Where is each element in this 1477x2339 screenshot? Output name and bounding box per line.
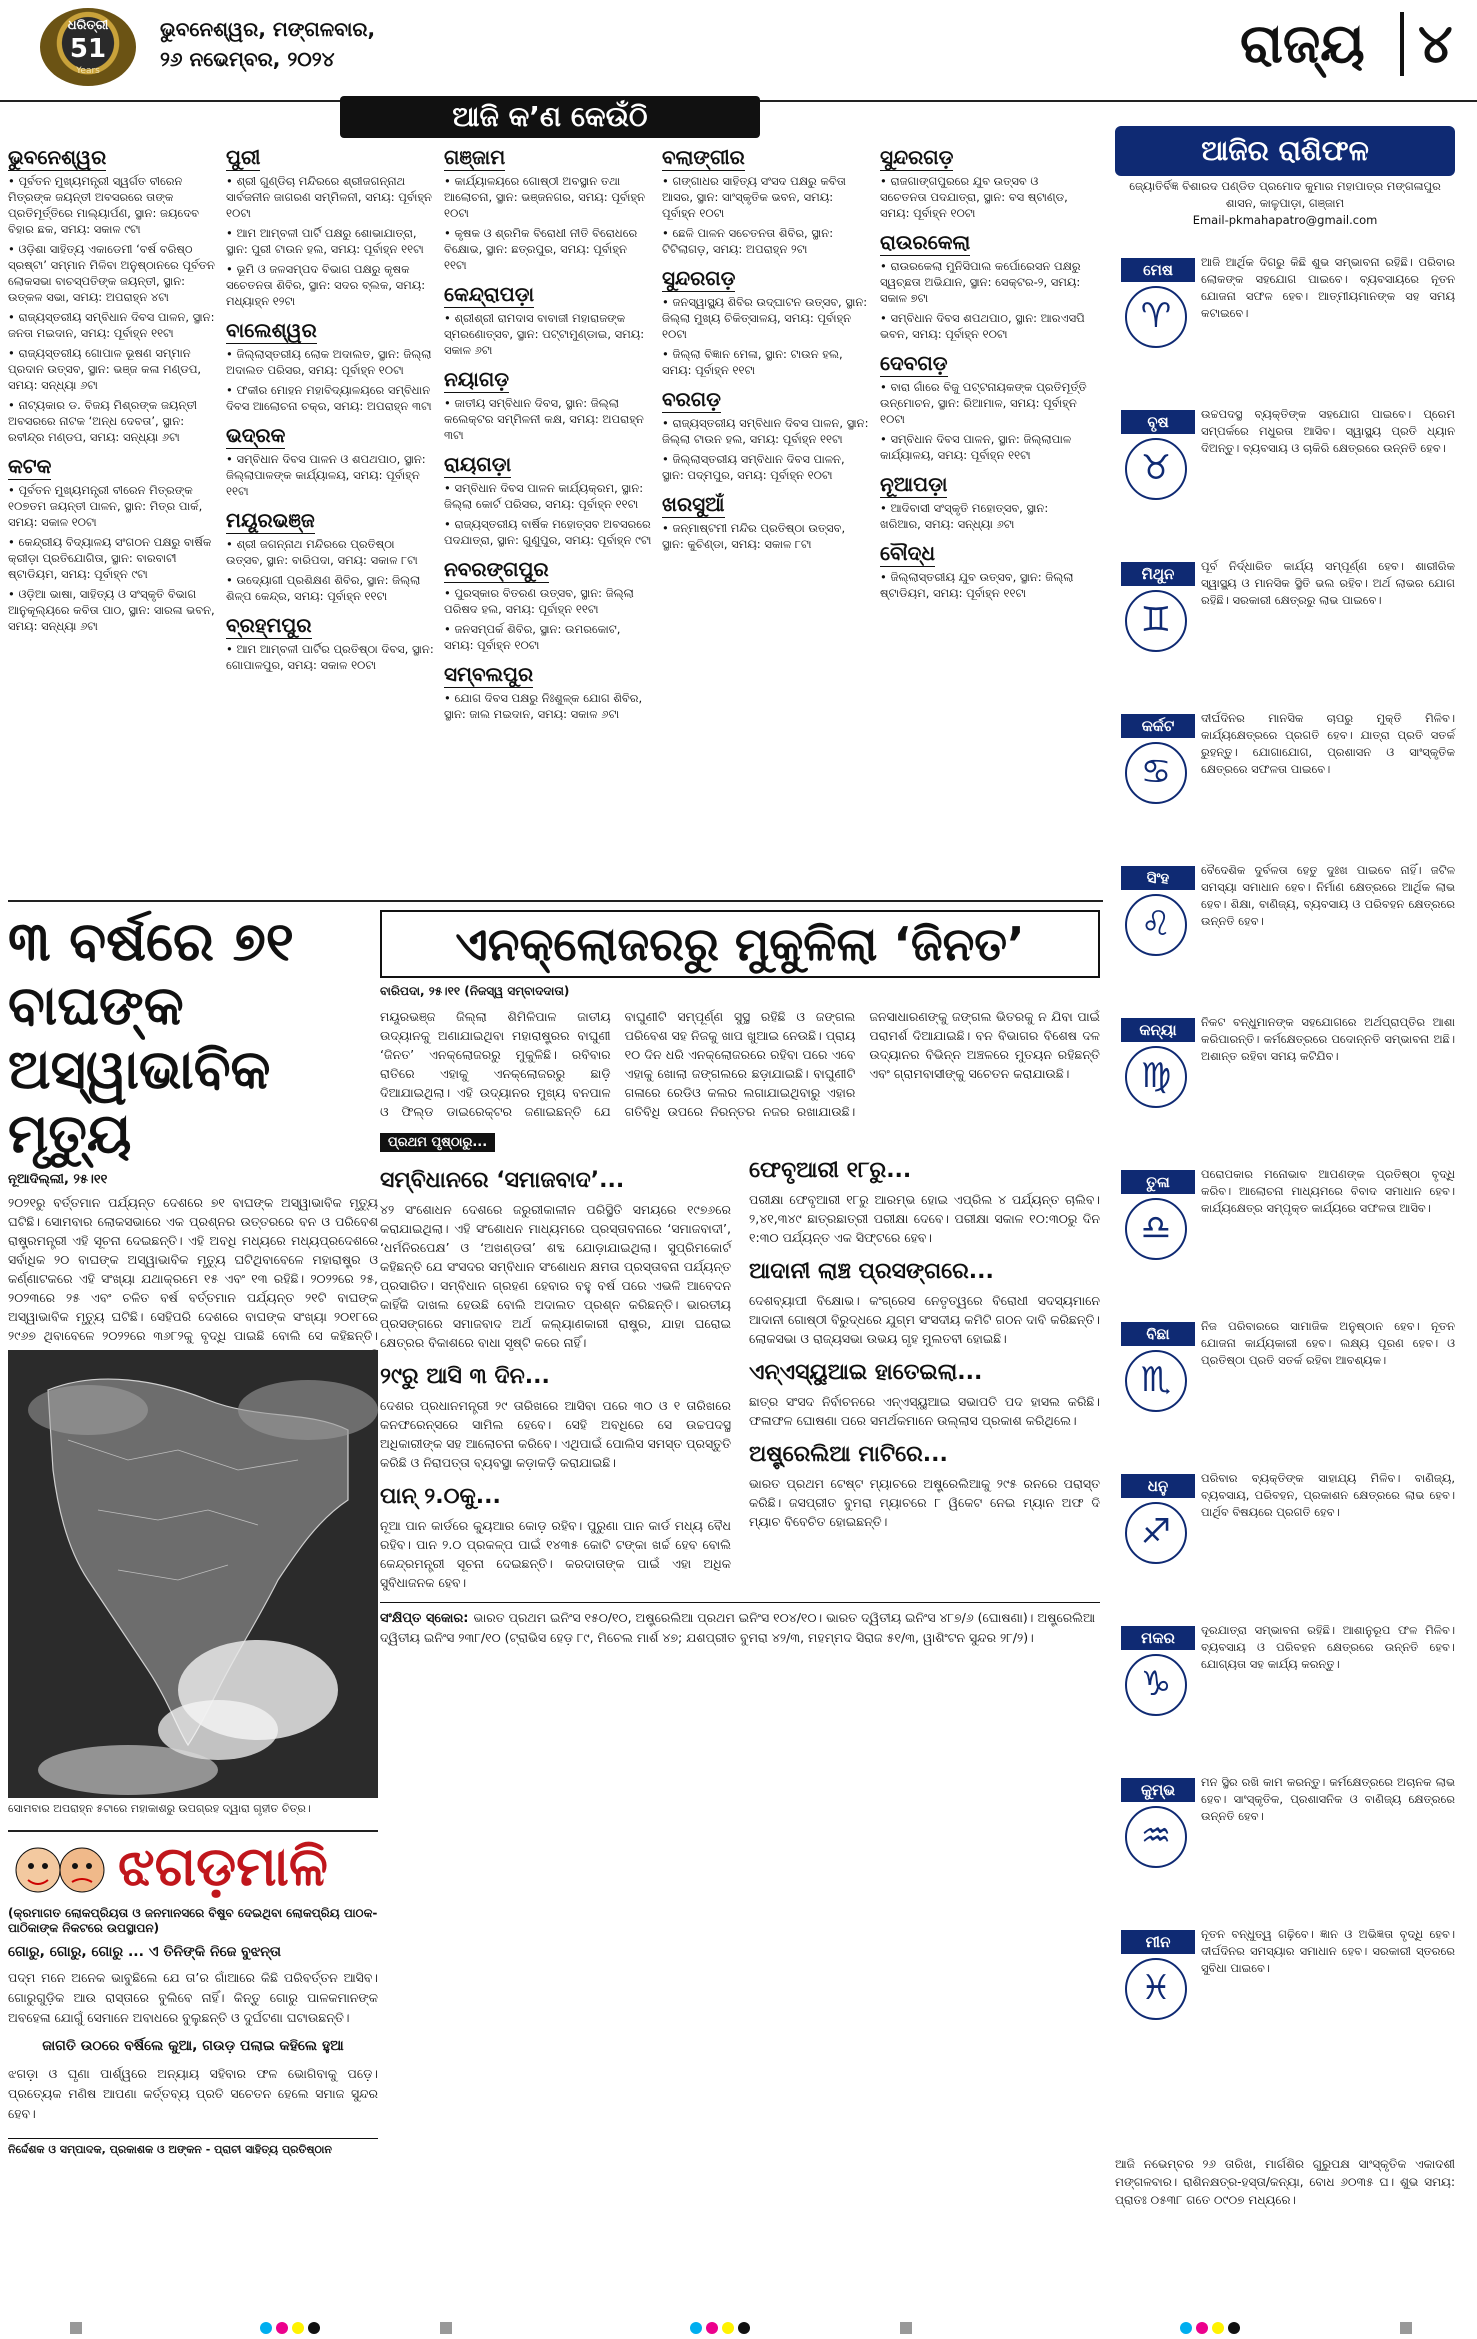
horoscope-sign — [1115, 706, 1455, 852]
events-column — [880, 140, 1088, 605]
zodiac-icon: ♊ — [1125, 590, 1187, 652]
continuation-story — [749, 1358, 1100, 1430]
zodiac-icon: ♒ — [1125, 1806, 1187, 1868]
horoscope-sign — [1115, 1922, 1455, 2068]
registration-dot — [706, 2322, 718, 2334]
jhagadamali-body-1: ପଦ୍ମ ମନେ ଅନେକ ଭାବୁଛିଲେ ଯେ ତା’ର ଗାଁଆରେ କିଛି ପରିବର୍ତ୍ତନ ଆସିବ। ଗୋରୁଗୁଡ଼ିକ ଆଉ ରାସ୍ତାରେ ବୁଲିବେ ନାହିଁ। କିନ୍ତୁ ଗୋରୁ ପାଳକମାନଙ୍କ ଅବହେଳା ଯୋଗୁଁ ସେମାନେ ଅବାଧରେ ବୁଲୁଛନ୍ତି ଓ ଦୁର୍ଘଟଣା ଘଟାଉଛନ୍ତି। — [8, 1970, 378, 2025]
sign-name: କନ୍ୟା — [1121, 1018, 1195, 1042]
sign-prediction: ପରୋପକାର ମନୋଭାବ ଆପଣଙ୍କ ପ୍ରତିଷ୍ଠା ବୃଦ୍ଧି କରିବ। ଆଲୋଚନା ମାଧ୍ୟମରେ ବିବାଦ ସମାଧାନ ହେବ। କାର୍ଯ୍ୟକ୍ଷେତ୍ର ସମ୍ପୃକ୍ତ କାର୍ଯ୍ୟରେ ସଫଳତା ଆସିବ। — [1201, 1167, 1455, 1215]
event-item: • ଶ୍ରୀ ଗୁଣ୍ଡିଚା ମନ୍ଦିରରେ ଶ୍ରୀଜଗନ୍ନାଥ ସାର୍ବଜନୀନ ଜାଗରଣ ସମ୍ମିଳନୀ, ସମୟ: ପୂର୍ବାହ୍ନ ୧୦ଟା — [226, 173, 434, 221]
registration-bar — [440, 2322, 452, 2334]
horoscope-sign — [1115, 1162, 1455, 1308]
sign-name: ମିଥୁନ — [1121, 562, 1195, 586]
continuation-heading: ସମ୍ବିଧାନରେ ‘ସମାଜବାଦ’... — [380, 1168, 625, 1193]
continuation-heading: ପାନ୍ ୨.୦କୁ... — [380, 1484, 501, 1509]
tiger-article — [8, 910, 378, 1350]
continuation-heading: ଆଦାନୀ ଲାଞ୍ଚ ପ୍ରସଙ୍ଗରେ... — [749, 1259, 994, 1284]
continuation-story — [749, 1440, 1100, 1531]
satellite-map-graphic — [8, 1350, 378, 1798]
anniversary-number: 51 — [69, 34, 107, 64]
event-item: • ସମ୍ବିଧାନ ଦିବସ ଶପଥପାଠ, ସ୍ଥାନ: ଆରଏସପି ଭବନ, ସମୟ: ପୂର୍ବାହ୍ନ ୧୦ଟା — [880, 310, 1088, 342]
event-item: • ଶ୍ରୀ ଜଗନ୍ନାଥ ମନ୍ଦିରରେ ପ୍ରତିଷ୍ଠା ଉତ୍ସବ, ସ୍ଥାନ: ବାରିପଦା, ସମୟ: ସକାଳ ୮ଟା — [226, 536, 434, 568]
zodiac-icon: ♐ — [1125, 1502, 1187, 1564]
sign-prediction: ମନ ସ୍ଥିର ରଖି କାମ କରନ୍ତୁ। କର୍ମକ୍ଷେତ୍ରରେ ଅଚାନକ ଲାଭ ହେବ। ସାଂସ୍କୃତିକ, ପ୍ରଶାସନିକ ଓ ବାଣିଜ୍ୟ କ୍ଷେତ୍ରରେ ଉନ୍ନତି ହେବ। — [1201, 1775, 1455, 1823]
event-item: • ରାଜ୍ୟସ୍ତରୀୟ ସମ୍ବିଧାନ ଦିବସ ପାଳନ, ସ୍ଥାନ: ଜନତା ମଇଦାନ, ସମୟ: ପୂର୍ବାହ୍ନ ୧୧ଟା — [8, 309, 216, 341]
zeenat-dateline: ବାରିପଦା, ୨୫।୧୧ (ନିଜସ୍ୱ ସମ୍ବାଦଦାତା) — [380, 984, 570, 998]
horoscope-sign — [1115, 1618, 1455, 1764]
event-item: • ଆଦିବାସୀ ସଂସ୍କୃତି ମହୋତ୍ସବ, ସ୍ଥାନ: ଖରିଆର, ସମୟ: ସନ୍ଧ୍ୟା ୬ଟା — [880, 500, 1088, 532]
registration-dot — [722, 2322, 734, 2334]
event-item: • ସମ୍ବିଧାନ ଦିବସ ପାଳନ, ସ୍ଥାନ: ଜିଲ୍ଲାପାଳ କାର୍ଯ୍ୟାଳୟ, ସମୟ: ପୂର୍ବାହ୍ନ ୧୧ଟା — [880, 431, 1088, 463]
event-item: • ଛେଳି ପାଳନ ସଚେତନତା ଶିବିର, ସ୍ଥାନ: ଟିଟିଲାଗଡ଼, ସମୟ: ଅପରାହ୍ନ ୨ଟା — [662, 225, 870, 257]
tiger-body: ୨୦୨୧ରୁ ବର୍ତ୍ତମାନ ପର୍ଯ୍ୟନ୍ତ ଦେଶରେ ୭୧ ବାଘଙ୍କ ଅସ୍ୱାଭାବିକ ମୃତ୍ୟୁ ଘଟିଛି। ସୋମବାର ଲୋକସଭାରେ ଏକ ପ୍ରଶ୍ନର ଉତ୍ତରରେ ବନ ଓ ପରିବେଶ ରାଷ୍ଟ୍ରମନ୍ତ୍ରୀ ଏହି ସୂଚନା ଦେଇଛନ୍ତି। ଏହି ଅବଧି ମଧ୍ୟରେ ମଧ୍ୟପ୍ରଦେଶରେ ସର୍ବାଧିକ ୨୦ ବାଘଙ୍କ ଅସ୍ୱାଭାବିକ ମୃତ୍ୟୁ ଘଟିଥିବାବେଳେ ମହାରାଷ୍ଟ୍ର ଓ କର୍ଣ୍ଣାଟକରେ ଏହି ସଂଖ୍ୟା ଯଥାକ୍ରମେ ୧୫ ଏବଂ ୧୩ ରହିଛି। ୨୦୨୨ରେ ୨୫, ୨୦୨୩ରେ ୨୫ ଏବଂ ଚଳିତ ବର୍ଷ ବର୍ତ୍ତମାନ ପର୍ଯ୍ୟନ୍ତ ୨୧ଟି ବାଘଙ୍କ ଅସ୍ୱାଭାବିକ ମୃତ୍ୟୁ ଘଟିଛି। ସେହିପରି ଦେଶରେ ବାଘଙ୍କ ସଂଖ୍ୟା ୨୦୧୮ରେ ୨୯୬୭ ଥିବାବେଳେ ୨୦୨୨ରେ ୩୬୮୨କୁ ବୃଦ୍ଧି ପାଇଛି ବୋଲି ସେ କହିଛନ୍ତି। — [8, 1195, 378, 1343]
registration-dot — [1212, 2322, 1224, 2334]
zodiac-icon: ♋ — [1125, 742, 1187, 804]
jhagadamali-heading: ଗୋରୁ, ଗୋରୁ, ଗୋରୁ ... ଏ ତିନିଙ୍କି ନିଜେ ବୁଝନ୍ତା — [8, 1944, 281, 1960]
events-section — [8, 140, 1103, 902]
continuation-text: ନୂଆ ପାନ କାର୍ଡରେ କ୍ୟୁଆର କୋଡ଼ ରହିବ। ପୁରୁଣା ପାନ କାର୍ଡ ମଧ୍ୟ ବୈଧ ରହିବ। ପାନ ୨.୦ ପ୍ରକଳ୍ପ ପାଇଁ ୧୪୩୫ କୋଟି ଟଙ୍କା ଖର୍ଚ୍ଚ ହେବ ବୋଲି କେନ୍ଦ୍ରମନ୍ତ୍ରୀ ସୂଚନା ଦେଇଛନ୍ତି। କରଦାତାଙ୍କ ପାଇଁ ଏହା ଅଧିକ ସୁବିଧାଜନକ ହେବ। — [380, 1518, 731, 1590]
continuation-story — [749, 1257, 1100, 1348]
event-item: • ରାଜ୍ୟସ୍ତରୀୟ ବାର୍ଷିକ ମହୋତ୍ସବ ଅବସରରେ ପଦଯାତ୍ରା, ସ୍ଥାନ: ଗୁଣୁପୁର, ସମୟ: ପୂର୍ବାହ୍ନ ୯ଟା — [444, 516, 652, 548]
event-item: • ଶ୍ରୀଶ୍ରୀ ରାମଦାସ ବାବାଜୀ ମହାରାଜଙ୍କ ସ୍ମରଣୋତ୍ସବ, ସ୍ଥାନ: ପଟ୍ଟାମୁଣ୍ଡାଇ, ସମୟ: ସକାଳ ୬ଟା — [444, 310, 652, 358]
print-registration-marks — [0, 2318, 1477, 2338]
continuation-text: ଦେଶବ୍ୟାପୀ ବିକ୍ଷୋଭ। କଂଗ୍ରେସ ନେତୃତ୍ୱରେ ବିରୋଧୀ ସଦସ୍ୟମାନେ ଆଦାନୀ ଗୋଷ୍ଠୀ ବିରୁଦ୍ଧରେ ଯୁଗ୍ମ ସଂସଦୀୟ କମିଟି ଗଠନ ଦାବି କରିଛନ୍ତି। ଲୋକସଭା ଓ ରାଜ୍ୟସଭା ଉଭୟ ଗୃହ ମୁଲତବୀ ହୋଇଛି। — [749, 1293, 1100, 1346]
event-item: • ଜନସ୍ୱାସ୍ଥ୍ୟ ଶିବିର ଉଦ୍‌ଘାଟନ ଉତ୍ସବ, ସ୍ଥାନ: ଜିଲ୍ଲା ମୁଖ୍ୟ ଚିକିତ୍ସାଳୟ, ସମୟ: ପୂର୍ବାହ୍ନ ୧୦ଟା — [662, 294, 870, 342]
events-city-heading: ବାଲେଶ୍ୱର — [226, 318, 317, 342]
zodiac-icon: ♓ — [1125, 1958, 1187, 2020]
zodiac-icon: ♎ — [1125, 1198, 1187, 1260]
sign-prediction: ପରିବାର ବ୍ୟକ୍ତିଙ୍କ ସାହାଯ୍ୟ ମିଳିବ। ବାଣିଜ୍ୟ, ବ୍ୟବସାୟ, ପରିବହନ, ପ୍ରକାଶନ କ୍ଷେତ୍ରରେ ଲାଭ ହେବ। ପାର୍ଥିବ ବିଷୟରେ ପ୍ରଗତି ହେବ। — [1201, 1471, 1455, 1519]
continuation-stories — [380, 1156, 1100, 1592]
event-item: • ରାଜ୍ୟସ୍ତରୀୟ ଗୋପାଳ ଭୂଷଣ ସମ୍ମାନ ପ୍ରଦାନ ଉତ୍ସବ, ସ୍ଥାନ: ଭଞ୍ଜ କଳା ମଣ୍ଡପ, ସମୟ: ସନ୍ଧ୍ୟା ୬ଟା — [8, 345, 216, 393]
event-item: • କାର୍ଯ୍ୟାଳୟରେ ଗୋଷ୍ଠୀ ଅବସ୍ଥାନ ତଥା ଆଲୋଚନା, ସ୍ଥାନ: ଭଞ୍ଜନଗର, ସମୟ: ପୂର୍ବାହ୍ନ ୧୦ଟା — [444, 173, 652, 221]
registration-dot — [738, 2322, 750, 2334]
event-item: • ଜନସମ୍ପର୍କ ଶିବିର, ସ୍ଥାନ: ଉମରକୋଟ, ସମୟ: ପୂର୍ବାହ୍ନ ୧୦ଟା — [444, 621, 652, 653]
registration-dot — [1228, 2322, 1240, 2334]
panjika-calendar: ଆଜି ନଭେମ୍ବର ୨୬ ତାରିଖ, ମାର୍ଗଶିର ଗୁରୁପକ୍ଷ ସାଂସ୍କୃତିକ ଏକାଦଶୀ ମଙ୍ଗଳବାର। ରାଶିନକ୍ଷତ୍ର-ହସ୍ତା/କନ୍ୟା, ବୋଧ ୬୦୩୫ ଘ। ଶୁଭ ସମୟ: ପ୍ରାତଃ ୦୫୩୮ ଗତେ ୦୯୦୭ ମଧ୍ୟରେ। — [1115, 2157, 1455, 2207]
events-city-heading: କେନ୍ଦ୍ରାପଡ଼ା — [444, 282, 535, 306]
horoscope-sign — [1115, 1010, 1455, 1156]
events-city-heading: ପୁରୀ — [226, 145, 261, 169]
sign-name: କୁମ୍ଭ — [1121, 1778, 1195, 1802]
events-city-heading: ଭଦ୍ରକ — [226, 423, 286, 447]
sign-name: କର୍କଟ — [1121, 714, 1195, 738]
zodiac-icon: ♉ — [1125, 438, 1187, 500]
events-column — [8, 140, 216, 638]
registration-dot — [292, 2322, 304, 2334]
event-item: • ଓଡ଼ିଆ ଭାଷା, ସାହିତ୍ୟ ଓ ସଂସ୍କୃତି ବିଭାଗ ଆନୁକୂଲ୍ୟରେ କବିତା ପାଠ, ସ୍ଥାନ: ସାରଳା ଭବନ, ସମୟ: ସନ୍ଧ୍ୟା ୬ଟା — [8, 586, 216, 634]
events-city-heading: ନୟାଗଡ଼ — [444, 367, 510, 391]
zeenat-headline: ଏନକ୍ଲୋଜରରୁ ମୁକୁଳିଲା ‘ଜିନତ’ — [380, 910, 1100, 978]
sign-prediction: ଉଚ୍ଚପଦସ୍ଥ ବ୍ୟକ୍ତିଙ୍କ ସହଯୋଗ ପାଇବେ। ପ୍ରେମ ସମ୍ପର୍କରେ ମଧୁରତା ଆସିବ। ସ୍ୱାସ୍ଥ୍ୟ ପ୍ରତି ଧ୍ୟାନ ଦିଅନ୍ତୁ। ବ୍ୟବସାୟ ଓ ଚାକିରି କ୍ଷେତ୍ରରେ ଉନ୍ନତି ହେବ। — [1201, 407, 1455, 455]
continuation-story — [380, 1166, 731, 1352]
zodiac-icon: ♍ — [1125, 1046, 1187, 1108]
anniversary-label: Years — [76, 66, 100, 76]
sign-name: ମେଷ — [1121, 258, 1195, 282]
sign-name: ତୁଳା — [1121, 1170, 1195, 1194]
events-city-heading: ବରଗଡ଼ — [662, 387, 721, 411]
continuation-text: ପରୀକ୍ଷା ଫେବୃଆରୀ ୧୮ରୁ ଆରମ୍ଭ ହୋଇ ଏପ୍ରିଲ ୪ ପର୍ଯ୍ୟନ୍ତ ଚାଲିବ। ୨,୪୧,୩୪୯ ଛାତ୍ରଛାତ୍ରୀ ପରୀକ୍ଷା ଦେବେ। ପରୀକ୍ଷା ସକାଳ ୧୦:୩୦ରୁ ଦିନ ୧:୩୦ ପର୍ଯ୍ୟନ୍ତ ଏକ ସିଫ୍ଟରେ ହେବ। — [749, 1192, 1100, 1245]
continuation-heading: ଫେବୃଆରୀ ୧୮ରୁ... — [749, 1158, 912, 1183]
horoscope-sign — [1115, 1314, 1455, 1460]
event-item: • ପୁରସ୍କାର ବିତରଣ ଉତ୍ସବ, ସ୍ଥାନ: ଜିଲ୍ଲା ପରିଷଦ ହଲ, ସମୟ: ପୂର୍ବାହ୍ନ ୧୧ଟା — [444, 585, 652, 617]
registration-bar — [70, 2322, 82, 2334]
page-number: ୪ — [1400, 12, 1453, 76]
sign-prediction: ଦୂରଯାତ୍ରା ସମ୍ଭାବନା ରହିଛି। ଆଶାନୁରୂପ ଫଳ ମିଳିବ। ବ୍ୟବସାୟ ଓ ପରିବହନ କ୍ଷେତ୍ରରେ ଉନ୍ନତି ହେବ। ଯୋଗ୍ୟତା ସହ କାର୍ଯ୍ୟ କରନ୍ତୁ। — [1201, 1623, 1455, 1671]
events-city-heading: ସୁନ୍ଦରଗଡ଼ — [662, 266, 736, 290]
event-item: • ଉଦ୍ୟୋଗୀ ପ୍ରଶିକ୍ଷଣ ଶିବିର, ସ୍ଥାନ: ଜିଲ୍ଲା ଶିଳ୍ପ କେନ୍ଦ୍ର, ସମୟ: ପୂର୍ବାହ୍ନ ୧୧ଟା — [226, 572, 434, 604]
zodiac-icon: ♏ — [1125, 1350, 1187, 1412]
event-item: • ଜିଲ୍ଲାସ୍ତରୀୟ ସମ୍ବିଧାନ ଦିବସ ପାଳନ, ସ୍ଥାନ: ପଦ୍ମପୁର, ସମୟ: ପୂର୍ବାହ୍ନ ୧୦ଟା — [662, 451, 870, 483]
horoscope-sign — [1115, 250, 1455, 396]
events-city-heading: ବ୍ରହ୍ମପୁର — [226, 613, 312, 637]
scoreboard — [380, 1602, 1100, 1647]
front-page-tag: ପ୍ରଥମ ପୃଷ୍ଠାରୁ... — [380, 1133, 495, 1152]
event-item: • ଜିଲ୍ଲାସ୍ତରୀୟ ଲୋକ ଅଦାଲତ, ସ୍ଥାନ: ଜିଲ୍ଲା ଅଦାଲତ ପରିସର, ସମୟ: ପୂର୍ବାହ୍ନ ୧୦ଟା — [226, 346, 434, 378]
event-item: • ରାଜଗାଙ୍ଗପୁରରେ ଯୁବ ଉତ୍ସବ ଓ ସଚେତନତା ପଦଯାତ୍ରା, ସ୍ଥାନ: ବସ ଷ୍ଟାଣ୍ଡ, ସମୟ: ପୂର୍ବାହ୍ନ ୧୦ଟା — [880, 173, 1088, 221]
sign-prediction: ପୂର୍ବ ନିର୍ଦ୍ଧାରିତ କାର୍ଯ୍ୟ ସମ୍ପୂର୍ଣ୍ଣ ହେବ। ଶାରୀରିକ ସ୍ୱାସ୍ଥ୍ୟ ଓ ମାନସିକ ସ୍ଥିତି ଭଲ ରହିବ। ଅର୍ଥ ଲାଭର ଯୋଗ ରହିଛି। ସରକାରୀ କ୍ଷେତ୍ରରୁ ଲାଭ ପାଇବେ। — [1201, 559, 1455, 607]
cartoon-faces-icon — [12, 1840, 108, 1902]
events-city-heading: ସୁନ୍ଦରଗଡ଼ — [880, 145, 954, 169]
events-city-heading: ରାୟଗଡ଼ା — [444, 452, 512, 476]
scoreboard-text: ଭାରତ ପ୍ରଥମ ଇନିଂସ ୧୫୦/୧୦, ଅଷ୍ଟ୍ରେଲିଆ ପ୍ରଥମ ଇନିଂସ ୧୦୪/୧୦। ଭାରତ ଦ୍ୱିତୀୟ ଇନିଂସ ୪୮୭/୬ (ଘୋଷଣା)। ଅଷ୍ଟ୍ରେଲିଆ ଦ୍ୱିତୀୟ ଇନିଂସ ୨୩୮/୧୦ (ଟ୍ରାଭିସ ହେଡ଼ ୮୯, ମିଚେଲ ମାର୍ଶ ୪୭; ଯଶପ୍ରୀତ ବୁମରା ୪୨/୩, ମହମ୍ମଦ ସିରାଜ ୫୧/୩, ୱାଶିଂଟନ ସୁନ୍ଦର ୨୮/୨)। — [380, 1610, 1096, 1645]
zodiac-icon: ♑ — [1125, 1654, 1187, 1716]
event-item: • ପୂର୍ବତନ ମୁଖ୍ୟମନ୍ତ୍ରୀ ବୀରେନ ମିତ୍ରଙ୍କ ୧୦୭ତମ ଜୟନ୍ତୀ ପାଳନ, ସ୍ଥାନ: ମିତ୍ର ପାର୍କ, ସମୟ: ସକାଳ ୧୦ଟା — [8, 482, 216, 530]
registration-bar — [1400, 2322, 1412, 2334]
event-item: • ଯୋଗ ଦିବସ ପକ୍ଷରୁ ନିଃଶୁଳ୍କ ଯୋଗ ଶିବିର, ସ୍ଥାନ: ଜାଲ ମଇଦାନ, ସମୟ: ସକାଳ ୬ଟା — [444, 690, 652, 722]
event-item: • ଭୂମି ଓ ଜଳସମ୍ପଦ ବିଭାଗ ପକ୍ଷରୁ କୃଷକ ସଚେତନତା ଶିବିର, ସ୍ଥାନ: ସଦର ବ୍ଲକ, ସମୟ: ମଧ୍ୟାହ୍ନ ୧୨ଟା — [226, 261, 434, 309]
continuation-text: ଦେଶର ପ୍ରଧାନମନ୍ତ୍ରୀ ୨୯ ତାରିଖରେ ଆସିବା ପରେ ୩୦ ଓ ୧ ତାରିଖରେ କନଫରେନ୍ସରେ ସାମିଲ ହେବେ। ସେହି ଅବଧିରେ ସେ ଉଚ୍ଚପଦସ୍ଥ ଅଧିକାରୀଙ୍କ ସହ ଆଲୋଚନା କରିବେ। ଏଥିପାଇଁ ପୋଲିସ ସମସ୍ତ ପ୍ରସ୍ତୁତି କରିଛି ଓ ନିରାପତ୍ତା ବ୍ୟବସ୍ଥା କଡ଼ାକଡ଼ି କରାଯାଇଛି। — [380, 1398, 731, 1470]
events-city-heading: ରାଉରକେଲା — [880, 230, 971, 254]
jhagadamali-credit: ନିର୍ଦ୍ଦେଶକ ଓ ସମ୍ପାଦକ, ପ୍ରକାଶକ ଓ ଅଙ୍କନ - ପ୍ରାଚୀ ସାହିତ୍ୟ ପ୍ରତିଷ୍ଠାନ — [8, 2138, 378, 2157]
tiger-dateline: ନୂଆଦିଲ୍ଲୀ, ୨୫।୧୧ — [8, 1172, 108, 1187]
jhagadamali-subtitle: (କ୍ରମାଗତ ଲୋକପ୍ରିୟତା ଓ ଜନମାନସରେ ବିଷୁବ ଦେଇଥିବା ଲୋକପ୍ରିୟ ପାଠକ-ପାଠିକାଙ୍କ ନିକଟରେ ଉପସ୍ଥାପନ) — [8, 1906, 378, 1935]
events-city-heading: ସମ୍ବଲପୁର — [444, 662, 534, 686]
astrologer-email: Email-pkmahapatro@gmail.com — [1192, 213, 1378, 227]
registration-dot — [260, 2322, 272, 2334]
anniversary-logo — [40, 8, 136, 86]
events-column — [662, 140, 870, 556]
horoscope-sign — [1115, 402, 1455, 548]
events-city-heading: ଗଞ୍ଜାମ — [444, 145, 506, 169]
jhagadamali-column — [8, 1830, 378, 2302]
registration-dot — [1180, 2322, 1192, 2334]
section-title: ରାଜ୍ୟ — [1240, 12, 1365, 75]
sign-name: ମୀନ — [1121, 1930, 1195, 1954]
registration-dot — [690, 2322, 702, 2334]
continuation-story — [749, 1156, 1100, 1247]
events-column — [226, 140, 434, 677]
event-item: • ଜାତୀୟ ସମ୍ବିଧାନ ଦିବସ, ସ୍ଥାନ: ଜିଲ୍ଲା କଲେକ୍ଟର ସମ୍ମିଳନୀ କକ୍ଷ, ସମୟ: ଅପରାହ୍ନ ୩ଟା — [444, 395, 652, 443]
horoscope-sign — [1115, 554, 1455, 700]
sign-prediction: ବୈଦେଶିକ ଦୁର୍ବଳତା ହେତୁ ଦୁଃଖ ପାଇବେ ନାହିଁ। ଜଟିଳ ସମସ୍ୟା ସମାଧାନ ହେବ। ନିର୍ମାଣ କ୍ଷେତ୍ରରେ ଆର୍ଥିକ ଲାଭ ହେବ। ଶିକ୍ଷା, ବାଣିଜ୍ୟ, ବ୍ୟବସାୟ ଓ ପରିବହନ କ୍ଷେତ୍ରରେ ଉନ୍ନତି ହେବ। — [1201, 863, 1455, 928]
continuation-heading: ଏନ୍‌ଏସ୍‌ୟୁଆଇ ହାତେଇଲା... — [749, 1360, 983, 1385]
masthead — [0, 0, 1477, 102]
jhagadamali-title: ଝଗଡ଼ମାଳି — [118, 1835, 328, 1898]
dateline-date: ୨୬ ନଭେମ୍ବର, ୨୦୨୪ — [160, 47, 335, 71]
horoscope-sign — [1115, 1466, 1455, 1612]
astrologer-info — [1115, 178, 1455, 229]
event-item: • ଓଡ଼ିଶା ସାହିତ୍ୟ ଏକାଡେମୀ ‘ବର୍ଷ ବରିଷ୍ଠ ସ୍ରଷ୍ଟା’ ସମ୍ମାନ ମିଳିବା ଅନୁଷ୍ଠାନରେ ପୂର୍ବତନ ଲୋକସଭା ବାଚସ୍ପତିଙ୍କ ଜୟନ୍ତୀ, ସ୍ଥାନ: ଉତ୍କଳ ସଭା, ସମୟ: ଅପରାହ୍ନ ୪ଟା — [8, 241, 216, 305]
sign-name: ମକର — [1121, 1626, 1195, 1650]
event-item: • ନାଟ୍ୟକାର ଡ. ବିଜୟ ମିଶ୍ରଙ୍କ ଜୟନ୍ତୀ ଅବସରରେ ନାଟକ ‘ଅନ୍ଧ ଦେବତା’, ସ୍ଥାନ: ରବୀନ୍ଦ୍ର ମଣ୍ଡପ, ସମୟ: ସନ୍ଧ୍ୟା ୬ଟା — [8, 397, 216, 445]
event-item: • କୃଷକ ଓ ଶ୍ରମିକ ବିରୋଧୀ ନୀତି ବିରୋଧରେ ବିକ୍ଷୋଭ, ସ୍ଥାନ: ଛତ୍ରପୁର, ସମୟ: ପୂର୍ବାହ୍ନ ୧୧ଟା — [444, 225, 652, 273]
sign-prediction: ନିକଟ ବନ୍ଧୁମାନଙ୍କ ସହଯୋଗରେ ଅର୍ଥପ୍ରାପ୍ତିର ଆଶା କରିପାରନ୍ତି। କର୍ମକ୍ଷେତ୍ରରେ ପଦୋନ୍ନତି ସମ୍ଭାବନା ଅଛି। ଅଶାନ୍ତ ରହିବା ସମୟ କଟିଯିବ। — [1201, 1015, 1455, 1063]
horoscope-banner: ଆଜିର ରାଶିଫଳ — [1115, 126, 1455, 176]
registration-bar — [900, 2322, 912, 2334]
events-city-heading: ନବରଙ୍ଗପୁର — [444, 557, 549, 581]
continuation-heading: ୨୯ରୁ ଆସି ୩ ଦିନ... — [380, 1364, 550, 1389]
event-item: • ଫକୀର ମୋହନ ମହାବିଦ୍ୟାଳୟରେ ସମ୍ବିଧାନ ଦିବସ ଆଲୋଚନା ଚକ୍ର, ସମୟ: ଅପରାହ୍ନ ୩ଟା — [226, 382, 434, 414]
event-item: • କେନ୍ଦ୍ରୀୟ ବିଦ୍ୟାଳୟ ସଂଗଠନ ପକ୍ଷରୁ ବାର୍ଷିକ କ୍ରୀଡ଼ା ପ୍ରତିଯୋଗିତା, ସ୍ଥାନ: ବାରବାଟୀ ଷ୍ଟାଡିୟମ, ସମୟ: ପୂର୍ବାହ୍ନ ୯ଟା — [8, 534, 216, 582]
tiger-headline: ୩ ବର୍ଷରେ ୭୧ ବାଘଙ୍କ ଅସ୍ୱାଭାବିକ ମୃତ୍ୟୁ — [8, 910, 294, 1165]
events-city-heading: ଖରସୁଆଁ — [662, 492, 725, 516]
events-column — [444, 140, 652, 726]
continuation-heading: ଅଷ୍ଟ୍ରେଲିଆ ମାଟିରେ... — [749, 1442, 948, 1467]
events-city-heading: ମୟୂରଭଞ୍ଜ — [226, 508, 315, 532]
event-item: • ଜିଲ୍ଲା ବିଜ୍ଞାନ ମେଳା, ସ୍ଥାନ: ଟାଉନ ହଲ, ସମୟ: ପୂର୍ବାହ୍ନ ୧୧ଟା — [662, 346, 870, 378]
sign-name: ସିଂହ — [1121, 866, 1195, 890]
jhagadamali-quote: ଜାଗତି ଉଠରେ ବର୍ଷିଲେ କୁଆ, ଗଉଡ଼ ପଲାଇ କହିଲେ ହୁଆ — [42, 2038, 344, 2054]
sign-prediction: ଆଜି ଆର୍ଥିକ ଦିଗରୁ କିଛି ଶୁଭ ସମ୍ଭାବନା ରହିଛି। ପରିବାର ଲୋକଙ୍କ ସହଯୋଗ ପାଇବେ। ବ୍ୟବସାୟରେ ନୂତନ ଯୋଜନା ସଫଳ ହେବ। ଆତ୍ମୀୟମାନଙ୍କ ସହ ସମୟ କଟାଇବେ। — [1201, 255, 1455, 320]
scoreboard-title: ସଂକ୍ଷିପ୍ତ ସ୍କୋର: — [380, 1611, 469, 1626]
continuation-text: ଭାରତ ପ୍ରଥମ ଟେଷ୍ଟ ମ୍ୟାଚରେ ଅଷ୍ଟ୍ରେଲିଆକୁ ୨୯୫ ରନରେ ପରାସ୍ତ କରିଛି। ଜସପ୍ରୀତ ବୁମରା ମ୍ୟାଚରେ ୮ ୱିକେଟ ନେଇ ମ୍ୟାନ ଅଫ ଦି ମ୍ୟାଚ ବିବେଚିତ ହୋଇଛନ୍ତି। — [749, 1476, 1100, 1529]
events-city-heading: ବଲାଙ୍ଗୀର — [662, 145, 745, 169]
horoscope-sign — [1115, 858, 1455, 1004]
events-city-heading: ଭୁବନେଶ୍ୱର — [8, 145, 107, 169]
front-page-continuation — [380, 1131, 1100, 1152]
continuation-text: ଛାତ୍ର ସଂସଦ ନିର୍ବାଚନରେ ଏନ୍‌ଏସ୍‌ୟୁଆଇ ସଭାପତି ପଦ ହାସଲ କରିଛି। ଫଳାଫଳ ଘୋଷଣା ପରେ ସମର୍ଥକମାନେ ଉଲ୍ଲାସ ପ୍ରକାଶ କରିଥିଲେ। — [749, 1394, 1100, 1428]
events-city-heading: ଦେବଗଡ଼ — [880, 351, 948, 375]
brand-name: ଧରିତ୍ରୀ — [67, 18, 109, 33]
horoscope-list — [1115, 250, 1455, 2090]
astrologer-name: ଜ୍ୟୋତିର୍ବିଜ୍ଞ ବିଶାରଦ ପଣ୍ଡିତ ପ୍ରମୋଦ କୁମାର ମହାପାତ୍ର ମଙ୍ଗଳାପୁର ଶାସନ, କାଳୁପାଡ଼ା, ଗଞ୍ଜାମ — [1129, 179, 1441, 210]
event-item: • ବାରା ଗାଁରେ ବିଜୁ ପଟ୍ଟନାୟକଙ୍କ ପ୍ରତିମୂର୍ତ୍ତି ଉନ୍ମୋଚନ, ସ୍ଥାନ: ରିଆମାଳ, ସମୟ: ପୂର୍ବାହ୍ନ ୧୦ଟା — [880, 379, 1088, 427]
continuation-text: ୪୨ ସଂଶୋଧନ ଦେଶରେ ଜରୁରୀକାଳୀନ ପରିସ୍ଥିତି ସମୟରେ ୧୯୭୬ରେ କରାଯାଇଥିଲା। ଏହି ସଂଶୋଧନ ମାଧ୍ୟମରେ ପ୍ରସ୍ତାବନାରେ ‘ସମାଜବାଦୀ’, ‘ଧର୍ମନିରପେକ୍ଷ’ ଓ ‘ଅଖଣ୍ଡତା’ ଶବ୍ଦ ଯୋଡ଼ାଯାଇଥିଲା। ସୁପ୍ରିମକୋର୍ଟ କହିଛନ୍ତି ଯେ ସଂସଦର ସମ୍ବିଧାନ ସଂଶୋଧନ କ୍ଷମତା ପ୍ରସ୍ତାବନା ପର୍ଯ୍ୟନ୍ତ ପ୍ରସାରିତ। ସମ୍ବିଧାନ ଗ୍ରହଣ ହେବାର ବହୁ ବର୍ଷ ପରେ ଏଭଳି ଆବେଦନ କାହିଁକି ଦାଖଲ ହେଉଛି ବୋଲି ଅଦାଲତ ପ୍ରଶ୍ନ କରିଛନ୍ତି। ଭାରତୀୟ ପ୍ରସଙ୍ଗରେ ସମାଜବାଦ ଅର୍ଥ କଲ୍ୟାଣକାରୀ ରାଷ୍ଟ୍ର, ଯାହା ଘରୋଇ କ୍ଷେତ୍ରର ବିକାଶରେ ବାଧା ସୃଷ୍ଟି କରେ ନାହିଁ। — [380, 1202, 731, 1350]
event-item: • ସମ୍ବିଧାନ ଦିବସ ପାଳନ କାର୍ଯ୍ୟକ୍ରମ, ସ୍ଥାନ: ଜିଲ୍ଲା କୋର୍ଟ ପରିସର, ସମୟ: ପୂର୍ବାହ୍ନ ୧୧ଟା — [444, 480, 652, 512]
dateline — [160, 14, 420, 74]
events-city-heading: ନୂଆପଡ଼ା — [880, 472, 948, 496]
registration-dot — [276, 2322, 288, 2334]
sign-prediction: ନିଜ ପରିବାରରେ ସାମାଜିକ ଅନୁଷ୍ଠାନ ହେବ। ନୂତନ ଯୋଜନା କାର୍ଯ୍ୟକାରୀ ହେବ। ଲକ୍ଷ୍ୟ ପୂରଣ ହେବ। ଓ ପ୍ରତିଷ୍ଠା ପ୍ରତି ସତର୍କ ରହିବା ଆବଶ୍ୟକ। — [1201, 1319, 1455, 1367]
registration-dot — [308, 2322, 320, 2334]
event-item: • ଗଙ୍ଗାଧର ସାହିତ୍ୟ ସଂସଦ ପକ୍ଷରୁ କବିତା ଆସର, ସ୍ଥାନ: ସାଂସ୍କୃତିକ ଭବନ, ସମୟ: ପୂର୍ବାହ୍ନ ୧୦ଟା — [662, 173, 870, 221]
zodiac-icon: ♌ — [1125, 894, 1187, 956]
sign-prediction: ଦୀର୍ଘଦିନର ମାନସିକ ଚାପରୁ ମୁକ୍ତି ମିଳିବ। କାର୍ଯ୍ୟକ୍ଷେତ୍ରରେ ପ୍ରଗତି ହେବ। ଯାତ୍ରା ପ୍ରତି ସତର୍କ ରୁହନ୍ତୁ। ଯୋଗାଯୋଗ, ପ୍ରଶାସନ ଓ ସାଂସ୍କୃତିକ କ୍ଷେତ୍ରରେ ସଫଳତା ପାଇବେ। — [1201, 711, 1455, 776]
event-item: • ପୂର୍ବତନ ମୁଖ୍ୟମନ୍ତ୍ରୀ ସ୍ୱର୍ଗତ ବୀରେନ ମିତ୍ରଙ୍କ ଜୟନ୍ତୀ ଅବସରରେ ତାଙ୍କ ପ୍ରତିମୂର୍ତ୍ତିରେ ମାଲ୍ୟାର୍ପଣ, ସ୍ଥାନ: ଜୟଦେବ ବିହାର ଛକ, ସମୟ: ସକାଳ ୯ଟା — [8, 173, 216, 237]
events-city-heading: ବୌଦ୍ଧ — [880, 541, 935, 565]
zeenat-article — [380, 910, 1100, 2300]
event-item: • ଆମ ଆମ୍ବଳୀ ପାର୍ଟିର ପ୍ରତିଷ୍ଠା ଦିବସ, ସ୍ଥାନ: ଗୋପାଳପୁର, ସମୟ: ସକାଳ ୧୦ଟା — [226, 641, 434, 673]
sign-name: ବିଛା — [1121, 1322, 1195, 1346]
event-item: • ରାଜ୍ୟସ୍ତରୀୟ ସମ୍ବିଧାନ ଦିବସ ପାଳନ, ସ୍ଥାନ: ଜିଲ୍ଲା ଟାଉନ ହଲ, ସମୟ: ପୂର୍ବାହ୍ନ ୧୧ଟା — [662, 415, 870, 447]
event-item: • ଆମ ଆମ୍ବଳୀ ପାର୍ଟି ପକ୍ଷରୁ ଶୋଭାଯାତ୍ରା, ସ୍ଥାନ: ପୁରୀ ଟାଉନ ହଲ, ସମୟ: ପୂର୍ବାହ୍ନ ୧୧ଟା — [226, 225, 434, 257]
satellite-image — [8, 1350, 378, 1798]
event-item: • ସମ୍ବିଧାନ ଦିବସ ପାଳନ ଓ ଶପଥପାଠ, ସ୍ଥାନ: ଜିଲ୍ଲାପାଳଙ୍କ କାର୍ଯ୍ୟାଳୟ, ସମୟ: ପୂର୍ବାହ୍ନ ୧୧ଟା — [226, 451, 434, 499]
continuation-story — [380, 1362, 731, 1472]
registration-dot — [1196, 2322, 1208, 2334]
zodiac-icon: ♈ — [1125, 286, 1187, 348]
event-item: • ରାଉରକେଲା ମୁନିସିପାଲ କର୍ପୋରେସନ ପକ୍ଷରୁ ସ୍ୱଚ୍ଛତା ଅଭିଯାନ, ସ୍ଥାନ: ସେକ୍ଟର-୨, ସମୟ: ସକାଳ ୭ଟା — [880, 258, 1088, 306]
event-item: • ଜନ୍ମାଷ୍ଟମୀ ମନ୍ଦିର ପ୍ରତିଷ୍ଠା ଉତ୍ସବ, ସ୍ଥାନ: କୁଚିଣ୍ଡା, ସମୟ: ସକାଳ ୮ଟା — [662, 520, 870, 552]
sign-name: ଧନୁ — [1121, 1474, 1195, 1498]
events-city-heading: କଟକ — [8, 454, 52, 478]
sign-prediction: ନୂତନ ବନ୍ଧୁତ୍ୱ ଗଢ଼ିବେ। ଜ୍ଞାନ ଓ ଅଭିଜ୍ଞତା ବୃଦ୍ଧି ହେବ। ଦୀର୍ଘଦିନର ସମସ୍ୟାର ସମାଧାନ ହେବ। ସରକାରୀ ସ୍ତରରେ ସୁବିଧା ପାଇବେ। — [1201, 1927, 1455, 1975]
horoscope-sign — [1115, 1770, 1455, 1916]
events-banner: ଆଜି କ’ଣ କେଉଁଠି — [340, 96, 760, 138]
dateline-place-day: ଭୁବନେଶ୍ୱର, ମଙ୍ଗଳବାର, — [160, 17, 376, 41]
sign-name: ବୃଷ — [1121, 410, 1195, 434]
jhagadamali-body-2: ଝଗଡ଼ା ଓ ଘୃଣା ପାର୍ଶ୍ୱରେ ଅନ୍ୟାୟ ସହିବାର ଫଳ ଭୋଗିବାକୁ ପଡ଼େ। ପ୍ରତ୍ୟେକ ମଣିଷ ଆପଣା କର୍ତ୍ତବ୍ୟ ପ୍ରତି ସଚେତନ ହେଲେ ସମାଜ ସୁନ୍ଦର ହେବ। — [8, 2066, 378, 2121]
satellite-caption: ସୋମବାର ଅପରାହ୍ନ ୫ଟାରେ ମହାକାଶରୁ ଉପଗ୍ରହ ଦ୍ୱାରା ଗୃହୀତ ଚିତ୍ର। — [8, 1802, 311, 1815]
event-item: • ଜିଲ୍ଲାସ୍ତରୀୟ ଯୁବ ଉତ୍ସବ, ସ୍ଥାନ: ଜିଲ୍ଲା ଷ୍ଟାଡିୟମ, ସମୟ: ପୂର୍ବାହ୍ନ ୧୧ଟା — [880, 569, 1088, 601]
zeenat-body: ମୟୂରଭଞ୍ଜ ଜିଲ୍ଲା ଶିମିଳିପାଳ ଜାତୀୟ ଉଦ୍ୟାନକୁ ଅଣାଯାଇଥିବା ମହାରାଷ୍ଟ୍ରର ବାଘୁଣୀ ‘ଜିନତ’ ଏନକ୍ଲୋଜରରୁ ମୁକୁଳିଛି। ରବିବାର ରାତିରେ ଏହାକୁ ଏନକ୍ଲୋଜରରୁ ଛାଡ଼ି ଦିଆଯାଇଥିଲା। ଏହି ଉଦ୍ୟାନର ମୁଖ୍ୟ ବନପାଳ ଓ ଫିଲ୍ଡ ଡାଇରେକ୍ଟର ଜଣାଇଛନ୍ତି ଯେ ବାଘୁଣୀଟି ସମ୍ପୂର୍ଣ୍ଣ ସୁସ୍ଥ ରହିଛି ଓ ଜଙ୍ଗଲ ପରିବେଶ ସହ ନିଜକୁ ଖାପ ଖୁଆଇ ନେଉଛି। ପ୍ରାୟ ୧୦ ଦିନ ଧରି ଏନକ୍ଲୋଜରରେ ରହିବା ପରେ ଏବେ ଏହାକୁ ଖୋଲା ଜଙ୍ଗଲରେ ଛଡ଼ାଯାଇଛି। ବାଘୁଣୀଟି ଗଳାରେ ରେଡିଓ କଲର ଲଗାଯାଇଥିବାରୁ ଏହାର ଗତିବିଧି ଉପରେ ନିରନ୍ତର ନଜର ରଖାଯାଉଛି। ଜନସାଧାରଣଙ୍କୁ ଜଙ୍ଗଲ ଭିତରକୁ ନ ଯିବା ପାଇଁ ପରାମର୍ଶ ଦିଆଯାଇଛି। ବନ ବିଭାଗର ବିଶେଷ ଦଳ ଉଦ୍ୟାନର ବିଭିନ୍ନ ଅଞ୍ଚଳରେ ମୁତୟନ ରହିଛନ୍ତି ଏବଂ ଗ୍ରାମବାସୀଙ୍କୁ ସଚେତନ କରାଯାଉଛି। — [380, 1009, 1100, 1119]
continuation-story — [380, 1482, 731, 1592]
